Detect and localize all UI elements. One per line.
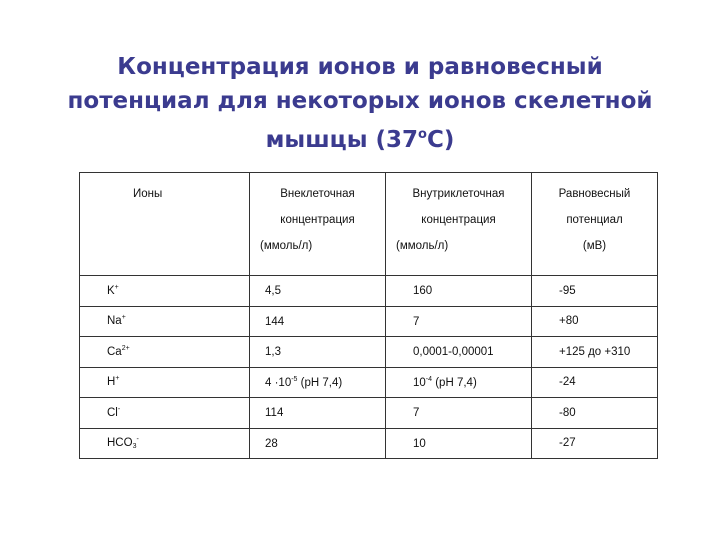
ion-cell: $HCO_3^-$ xyxy=(80,428,250,459)
header-extracellular: Внеклеточная концентрация (ммоль/л) xyxy=(250,173,386,276)
extracellular-cell: 4,5 xyxy=(250,276,386,307)
potential-cell: -24 xyxy=(532,367,658,398)
table-header-row xyxy=(80,173,658,276)
intracellular-cell: 0,0001-0,00001 xyxy=(386,337,532,368)
table-row xyxy=(80,398,658,429)
title-line-3: мышцы (37$^o$C) xyxy=(265,127,455,153)
intracellular-cell: 7 xyxy=(386,306,532,337)
table-row xyxy=(80,337,658,368)
intracellular-cell: 10 xyxy=(386,428,532,459)
header-potential: Равновесный потенциал (мВ) xyxy=(532,173,658,276)
potential-cell: -80 xyxy=(532,398,658,429)
extracellular-cell: $4 \cdot 10^{-5}$ (pH 7,4) xyxy=(250,367,386,398)
extracellular-cell: 1,3 xyxy=(250,337,386,368)
potential-cell: -27 xyxy=(532,428,658,459)
degree-mark: o xyxy=(418,127,427,142)
header-ions: Ионы xyxy=(80,173,250,276)
ion-cell: $Ca^{2+}$ xyxy=(80,337,250,368)
header-intracellular: Внутриклеточная концентрация (ммоль/л) xyxy=(386,173,532,276)
intracellular-cell: $10^{-4}$ (pH 7,4) xyxy=(386,367,532,398)
extracellular-cell: 28 xyxy=(250,428,386,459)
ion-cell: Na+ xyxy=(80,306,250,337)
potential-cell: -95 xyxy=(532,276,658,307)
table-row xyxy=(80,367,658,398)
potential-cell: +80 xyxy=(532,306,658,337)
ion-cell: H+ xyxy=(80,367,250,398)
ion-cell: K+ xyxy=(80,276,250,307)
extracellular-cell: 114 xyxy=(250,398,386,429)
table-row xyxy=(80,306,658,337)
intracellular-cell: 7 xyxy=(386,398,532,429)
title-line-1: Концентрация ионов и равновесный xyxy=(117,54,603,80)
table-row xyxy=(80,276,658,307)
ion-cell: Cl- xyxy=(80,398,250,429)
table-row xyxy=(80,428,658,459)
ion-table xyxy=(79,172,658,459)
extracellular-cell: 144 xyxy=(250,306,386,337)
title-line-2: потенциал для некоторых ионов скелетной xyxy=(67,88,653,114)
intracellular-cell: 160 xyxy=(386,276,532,307)
page-title xyxy=(40,50,680,157)
potential-cell: +125 до +310 xyxy=(532,337,658,368)
